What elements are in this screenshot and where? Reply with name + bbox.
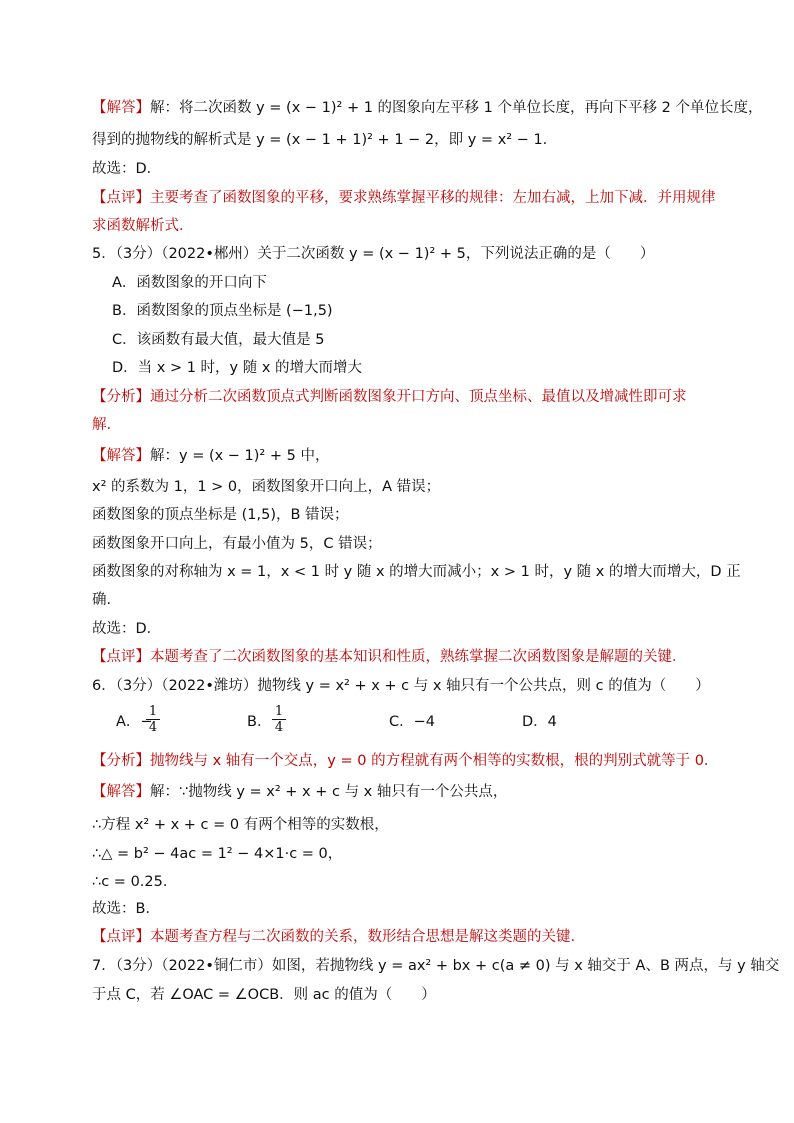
q4-comment-line-1: [92, 188, 716, 208]
q6-solution-line-2: ∴方程 x² + x + c = 0 有两个相等的实数根，: [92, 817, 389, 833]
comment-tag: 【点评】: [92, 649, 150, 665]
comment-text: 主要考查了函数图象的平移，要求熟练掌握平移的规律：左加右减，上加下减．并用规律: [150, 190, 716, 206]
solution-text: 解：y = (x − 1)² + 5 中，: [150, 448, 330, 464]
solution-text: 解：将二次函数 y = (x − 1)² + 1 的图象向左平移 1 个单位长度，再向下平移 2 个单位长度，: [150, 100, 763, 116]
q5-solution-line-5: 函数图象的对称轴为 x = 1，x < 1 时 y 随 x 的增大而减小；x > 1 时，y 随 x 的增大而增大，D 正: [92, 564, 741, 580]
q5-stem: 5．（3分）（2022•郴州）关于二次函数 y = (x − 1)² + 5，下列说法正确的是（ ）: [92, 246, 655, 262]
q6-option-d: D．4: [522, 714, 557, 730]
q4-answer: 故选：D．: [92, 161, 162, 177]
q6-solution-line-4: ∴c = 0.25．: [92, 874, 178, 890]
comment-tag: 【点评】: [92, 929, 150, 945]
analysis-tag: 【分析】: [92, 389, 150, 405]
q5-comment-line-1: [92, 647, 687, 667]
q5-solution-line-3: 函数图象的顶点坐标是 (1,5)，B 错误；: [92, 507, 349, 523]
solution-tag: 【解答】: [92, 448, 150, 464]
q5-option-a: A．函数图象的开口向下: [112, 275, 267, 291]
q6-option-b-fraction: [272, 704, 286, 735]
q5-analysis-line-1: [92, 387, 687, 407]
q5-solution-line-4: 函数图象开口向上，有最小值为 5，C 错误；: [92, 536, 382, 552]
q5-option-b: B．函数图象的顶点坐标是 (−1,5): [112, 303, 333, 319]
q6-option-b-label: B．: [247, 714, 272, 730]
q6-solution-line-1: [92, 782, 507, 802]
fraction-denominator: 4: [148, 720, 158, 735]
q6-analysis-line-1: [92, 751, 718, 771]
fraction-numerator: 1: [146, 704, 160, 720]
analysis-text: 通过分析二次函数顶点式判断函数图象开口方向、顶点坐标、最值以及增减性即可求: [150, 389, 687, 405]
comment-text: 本题考查方程与二次函数的关系，数形结合思想是解这类题的关键．: [150, 929, 585, 945]
q4-comment-line-2: 求函数解析式．: [92, 218, 194, 234]
analysis-text: 抛物线与 x 轴有一个交点，y = 0 的方程就有两个相等的实数根，根的判别式就等于 0．: [150, 753, 719, 769]
q5-analysis-line-2: 解．: [92, 417, 121, 433]
q7-stem-line-2: 于点 C，若 ∠OAC = ∠OCB．则 ac 的值为（ ）: [92, 987, 436, 1003]
q5-solution-line-1: [92, 446, 329, 466]
q6-option-c: C．−4: [389, 714, 435, 730]
q6-option-a-label: A．−: [116, 714, 153, 730]
fraction-numerator: 1: [272, 704, 286, 720]
comment-tag: 【点评】: [92, 190, 150, 206]
analysis-tag: 【分析】: [92, 753, 150, 769]
q4-solution-line-1: [92, 98, 762, 118]
q6-stem: 6．（3分）（2022•潍坊）抛物线 y = x² + x + c 与 x 轴只有一个公共点，则 c 的值为（ ）: [92, 678, 710, 694]
solution-text: 解：∵抛物线 y = x² + x + c 与 x 轴只有一个公共点，: [150, 784, 508, 800]
q7-stem-line-1: 7．（3分）（2022•铜仁市）如图，若抛物线 y = ax² + bx + c(a ≠ 0) 与 x 轴交于 A、B 两点，与 y 轴交: [92, 958, 780, 974]
comment-text: 本题考查了二次函数图象的基本知识和性质，熟练掌握二次函数图象是解题的关键．: [150, 649, 687, 665]
q5-option-d: D．当 x > 1 时，y 随 x 的增大而增大: [112, 360, 363, 376]
q5-solution-line-2: x² 的系数为 1，1 > 0，函数图象开口向上，A 错误；: [92, 479, 441, 495]
q5-option-c: C．该函数有最大值，最大值是 5: [112, 332, 325, 348]
q5-answer: 故选：D．: [92, 621, 162, 637]
q5-solution-line-6: 确．: [92, 592, 121, 608]
q6-option-a-fraction: [146, 704, 160, 735]
q6-solution-line-3: ∴△ = b² − 4ac = 1² − 4×1·c = 0，: [92, 846, 343, 862]
q6-answer: 故选：B．: [92, 901, 160, 917]
solution-tag: 【解答】: [92, 100, 150, 116]
fraction-denominator: 4: [274, 720, 284, 735]
solution-tag: 【解答】: [92, 784, 150, 800]
q4-solution-line-2: 得到的抛物线的解析式是 y = (x − 1 + 1)² + 1 − 2，即 y = x² − 1．: [92, 132, 558, 148]
q6-comment-line-1: [92, 927, 585, 947]
